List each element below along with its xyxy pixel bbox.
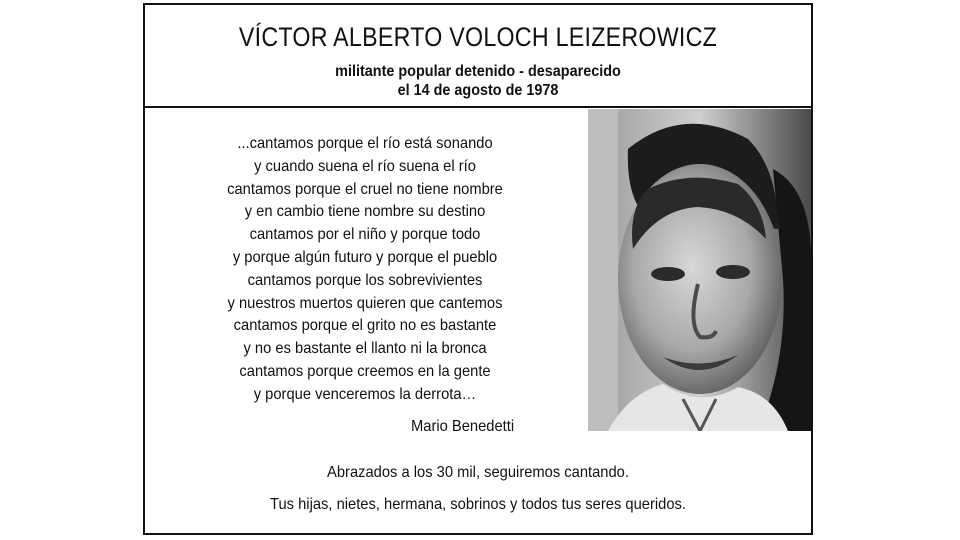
person-name: VÍCTOR ALBERTO VOLOCH LEIZEROWICZ [238,22,718,52]
poem-line: y no es bastante el llanto ni la bronca [243,340,487,358]
poem-line: y porque algún futuro y porque el pueblo [232,248,498,266]
portrait-photo [588,109,811,431]
poem-line: y cuando suena el río suena el río [254,157,476,175]
poem-author: Mario Benedetti [411,418,515,435]
portrait-image [588,109,811,431]
poem-line: y porque venceremos la derrota… [253,385,477,403]
signature-line: Tus hijas, nietes, hermana, sobrinos y todos tus seres queridos. [270,496,686,513]
poem-line: cantamos por el niño y porque todo [249,226,481,244]
poem-line: cantamos porque el grito no es bastante [233,317,497,335]
poem-line: cantamos porque los sobrevivientes [247,271,483,289]
poem-line: cantamos porque el cruel no tiene nombre [227,180,503,198]
tribute-line: Abrazados a los 30 mil, seguiremos cantando. [327,464,629,481]
poem [218,133,512,407]
subtitle-line-2: el 14 de agosto de 1978 [397,82,559,99]
poem-line: ...cantamos porque el río está sonando [237,135,493,152]
memorial-notice [143,3,813,535]
poem-line: y en cambio tiene nombre su destino [244,203,486,221]
subtitle-line-1: militante popular detenido - desaparecido [335,63,621,80]
poem-line: y nuestros muertos quieren que cantemos [227,294,503,312]
subtitle [178,62,777,100]
poem-line: cantamos porque creemos en la gente [239,362,491,380]
notice-header [145,5,811,108]
